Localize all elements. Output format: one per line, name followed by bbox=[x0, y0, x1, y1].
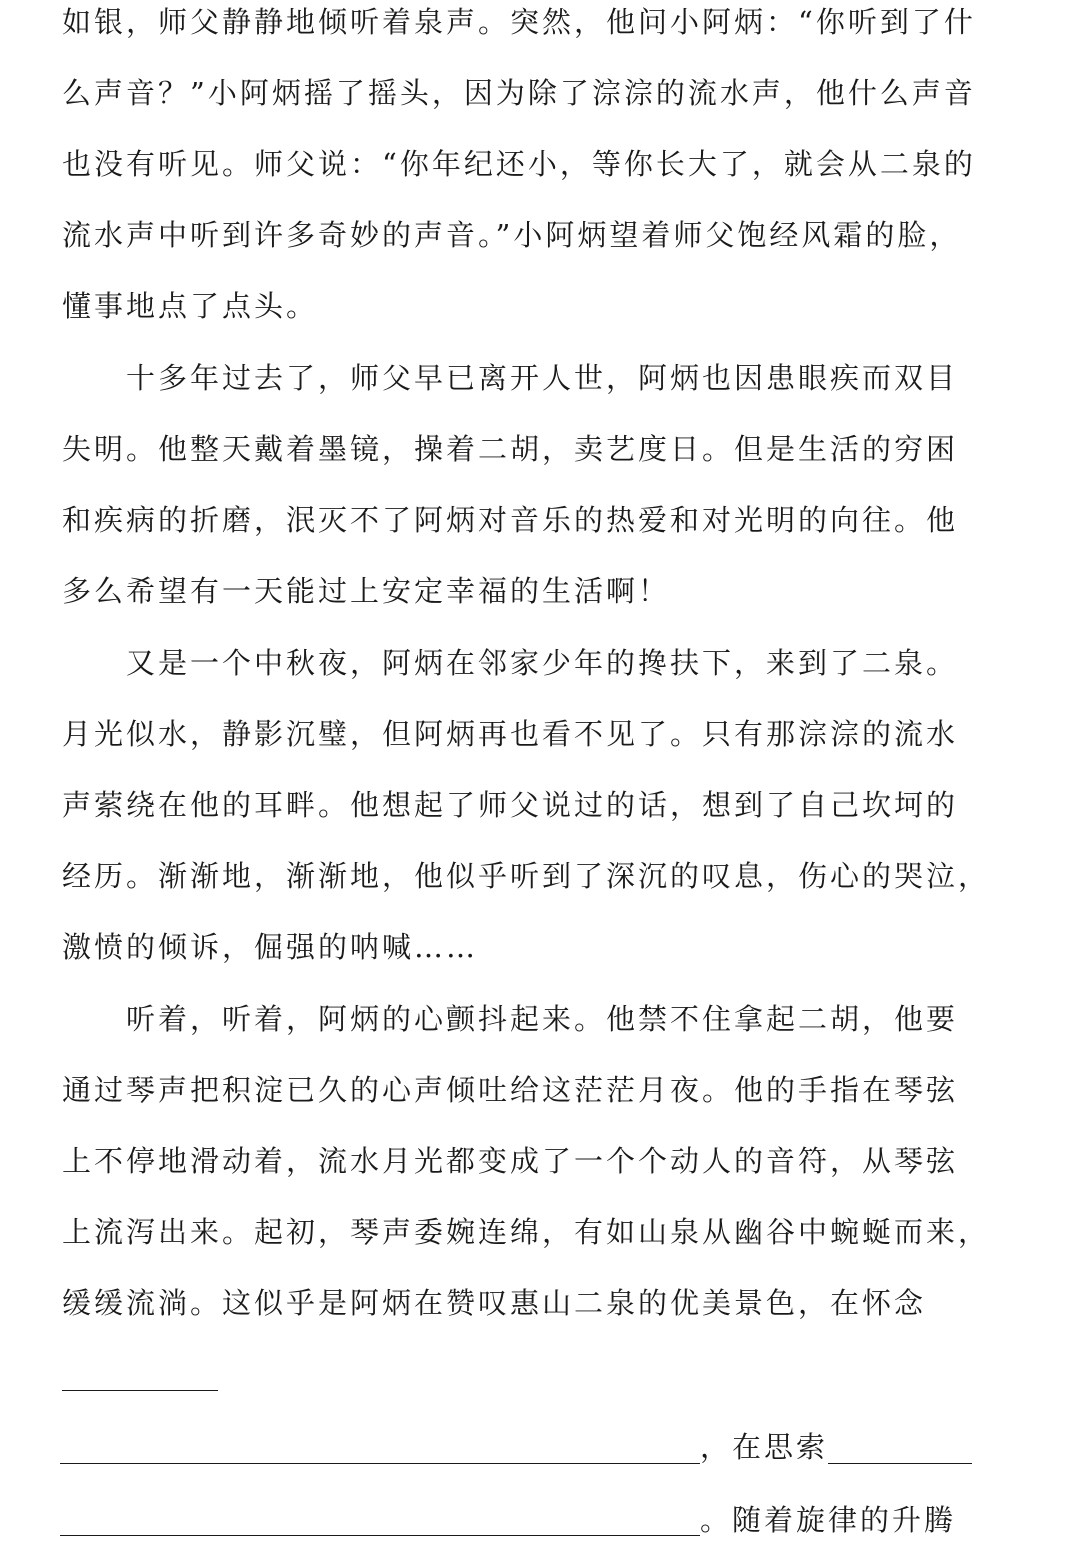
paragraph-4-line-4: 上流泻出来。起初，琴声委婉连绵，有如山泉从幽谷中蜿蜒而来， bbox=[62, 1215, 991, 1249]
text-line-5: 懂事地点了点头。 bbox=[62, 289, 319, 323]
paragraph-4-line-5: 缓缓流淌。这似乎是阿炳在赞叹惠山二泉的优美景色，在怀念 bbox=[62, 1286, 927, 1320]
paragraph-3-line-3: 声萦绕在他的耳畔。他想起了师父说过的话，想到了自己坎坷的 bbox=[62, 788, 959, 822]
text-line-3: 也没有听见。师父说：“你年纪还小，等你长大了，就会从二泉的 bbox=[62, 147, 976, 181]
text-line-1: 如银，师父静静地倾听着泉声。突然，他问小阿炳：“你听到了什 bbox=[62, 5, 976, 39]
paragraph-4-line-3: 上不停地滑动着，流水月光都变成了一个个动人的音符，从琴弦 bbox=[62, 1144, 959, 1178]
paragraph-2-line-3: 和疾病的折磨，泯灭不了阿炳对音乐的热爱和对光明的向往。他 bbox=[62, 503, 959, 537]
fill-in-blank-3[interactable] bbox=[828, 1463, 972, 1464]
paragraph-2-line-2: 失明。他整天戴着墨镜，操着二胡，卖艺度日。但是生活的穷困 bbox=[62, 432, 959, 466]
fill-in-blank-1[interactable] bbox=[62, 1390, 218, 1391]
text-line-2: 么声音？”小阿炳摇了摇头，因为除了淙淙的流水声，他什么声音 bbox=[62, 76, 976, 110]
paragraph-4-line-2: 通过琴声把积淀已久的心声倾吐给这茫茫月夜。他的手指在琴弦 bbox=[62, 1073, 959, 1107]
paragraph-4-line-1: 听着，听着，阿炳的心颤抖起来。他禁不住拿起二胡，他要 bbox=[126, 1002, 959, 1036]
blank-connector-text-1: ，在思索 bbox=[700, 1430, 829, 1464]
fill-in-blank-2[interactable] bbox=[60, 1463, 700, 1464]
blank-connector-text-2: 。随着旋律的升腾 bbox=[700, 1503, 957, 1537]
text-line-4: 流水声中听到许多奇妙的声音。”小阿炳望着师父饱经风霜的脸， bbox=[62, 218, 962, 252]
paragraph-3-line-2: 月光似水，静影沉璧，但阿炳再也看不见了。只有那淙淙的流水 bbox=[62, 717, 959, 751]
fill-in-blank-4[interactable] bbox=[60, 1535, 700, 1536]
paragraph-2-line-1: 十多年过去了，师父早已离开人世，阿炳也因患眼疾而双目 bbox=[126, 361, 959, 395]
paragraph-3-line-4: 经历。渐渐地，渐渐地，他似乎听到了深沉的叹息，伤心的哭泣， bbox=[62, 859, 991, 893]
paragraph-3-line-1: 又是一个中秋夜，阿炳在邻家少年的搀扶下，来到了二泉。 bbox=[126, 646, 959, 680]
paragraph-3-line-5: 激愤的倾诉，倔强的呐喊…… bbox=[62, 930, 479, 964]
paragraph-2-line-4: 多么希望有一天能过上安定幸福的生活啊！ bbox=[62, 574, 671, 608]
